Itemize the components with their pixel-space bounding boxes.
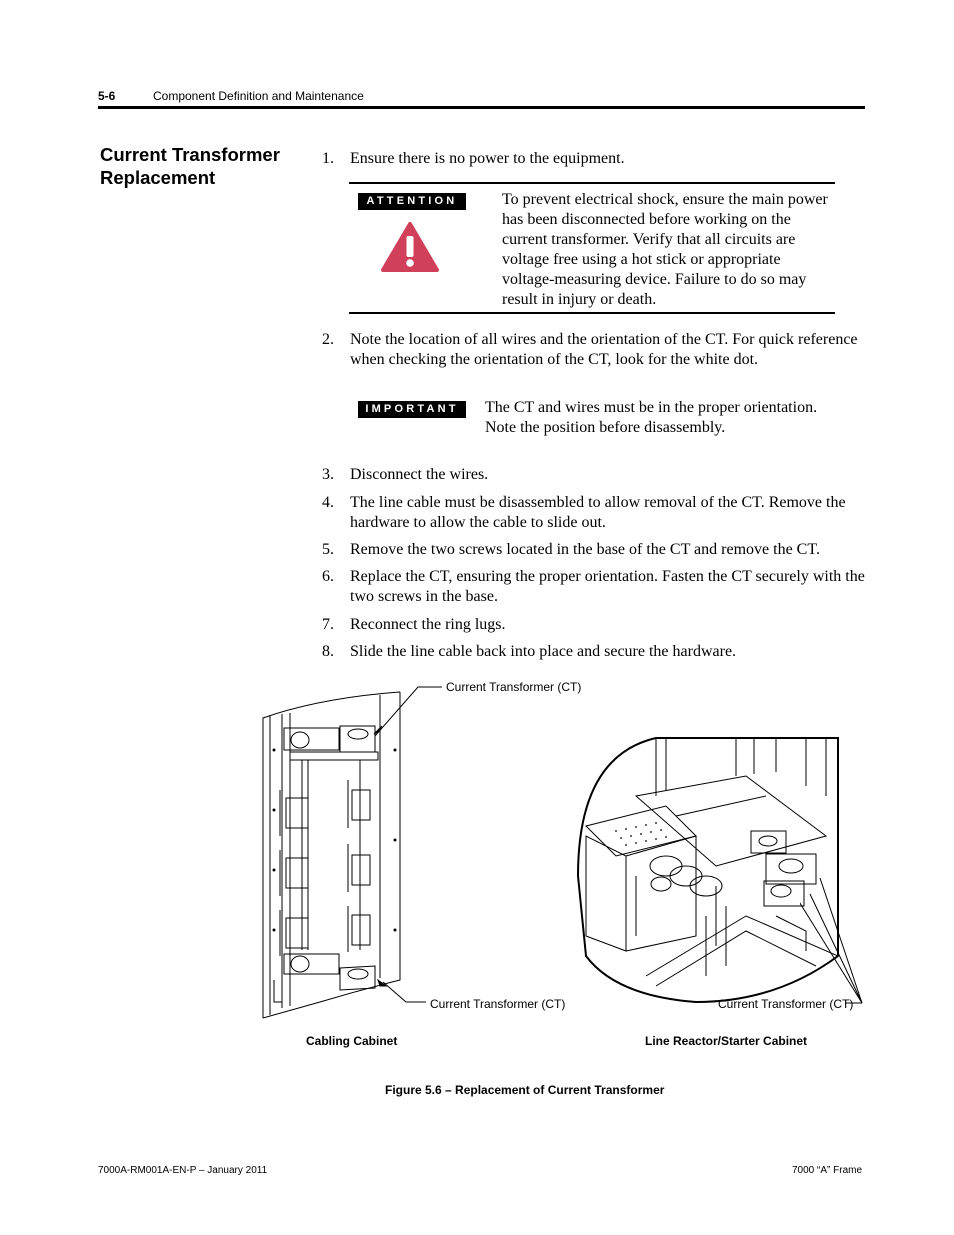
step-number: 3. — [322, 466, 334, 483]
step-number: 6. — [322, 568, 334, 585]
chapter-title: Component Definition and Maintenance — [153, 89, 364, 103]
step-number: 5. — [322, 541, 334, 558]
step-text: Reconnect the ring lugs. — [350, 616, 506, 633]
step-text: Remove the two screws located in the base of the CT and remove the CT. — [350, 541, 820, 558]
step-number: 8. — [322, 643, 334, 660]
callout-leader-bottom-right — [800, 860, 870, 1010]
section-title-line1: Current Transformer — [100, 144, 280, 165]
callout-top-left: Current Transformer (CT) — [446, 680, 582, 694]
step-number: 1. — [322, 150, 334, 167]
section-title — [100, 143, 300, 189]
step-text: Ensure there is no power to the equipment. — [350, 150, 625, 167]
attention-text: To prevent electrical shock, ensure the main power has been disconnected before working on the current transformer. Verify that all circuits are voltage free using a hot stick or appropriate voltage-measuring device. Failure to do so may result in injury or death. — [502, 191, 828, 308]
footer-doc-id: 7000A-RM001A-EN-P – January 2011 — [98, 1165, 268, 1176]
section-title-line2: Replacement — [100, 167, 216, 188]
warning-triangle-icon — [380, 221, 440, 273]
step-text: Disconnect the wires. — [350, 466, 489, 483]
callout-bottom-left: Current Transformer (CT) — [430, 997, 566, 1011]
step-text: The line cable must be disassembled to allow removal of the CT. Remove the hardware to allow the cable to slide out. — [350, 494, 846, 531]
attention-top-rule — [349, 182, 835, 184]
step-text: Replace the CT, ensuring the proper orientation. Fasten the CT securely with the two screws in the base. — [350, 568, 865, 605]
important-label: IMPORTANT — [358, 401, 466, 418]
left-subcaption: Cabling Cabinet — [306, 1034, 398, 1048]
step-text: Slide the line cable back into place and secure the hardware. — [350, 643, 737, 660]
step-text: Note the location of all wires and the orientation of the CT. For quick reference when checking the orientation of the CT, look for the white dot. — [350, 331, 858, 368]
callout-bottom-right: Current Transformer (CT) — [718, 997, 854, 1011]
attention-bottom-rule — [349, 312, 835, 314]
right-subcaption: Line Reactor/Starter Cabinet — [645, 1034, 808, 1048]
figure-caption: Figure 5.6 – Replacement of Current Transformer — [385, 1083, 665, 1097]
page-number: 5-6 — [98, 89, 116, 103]
header-rule — [98, 106, 865, 109]
step-number: 2. — [322, 331, 334, 348]
attention-label: ATTENTION — [358, 193, 466, 210]
step-number: 7. — [322, 616, 334, 633]
important-text: The CT and wires must be in the proper orientation. Note the position before disassembly. — [485, 399, 818, 436]
callout-leader-bottom-left — [378, 980, 428, 1010]
footer-product: 7000 “A” Frame — [792, 1165, 863, 1176]
callout-leader-top-left — [370, 680, 450, 740]
step-number: 4. — [322, 494, 334, 511]
